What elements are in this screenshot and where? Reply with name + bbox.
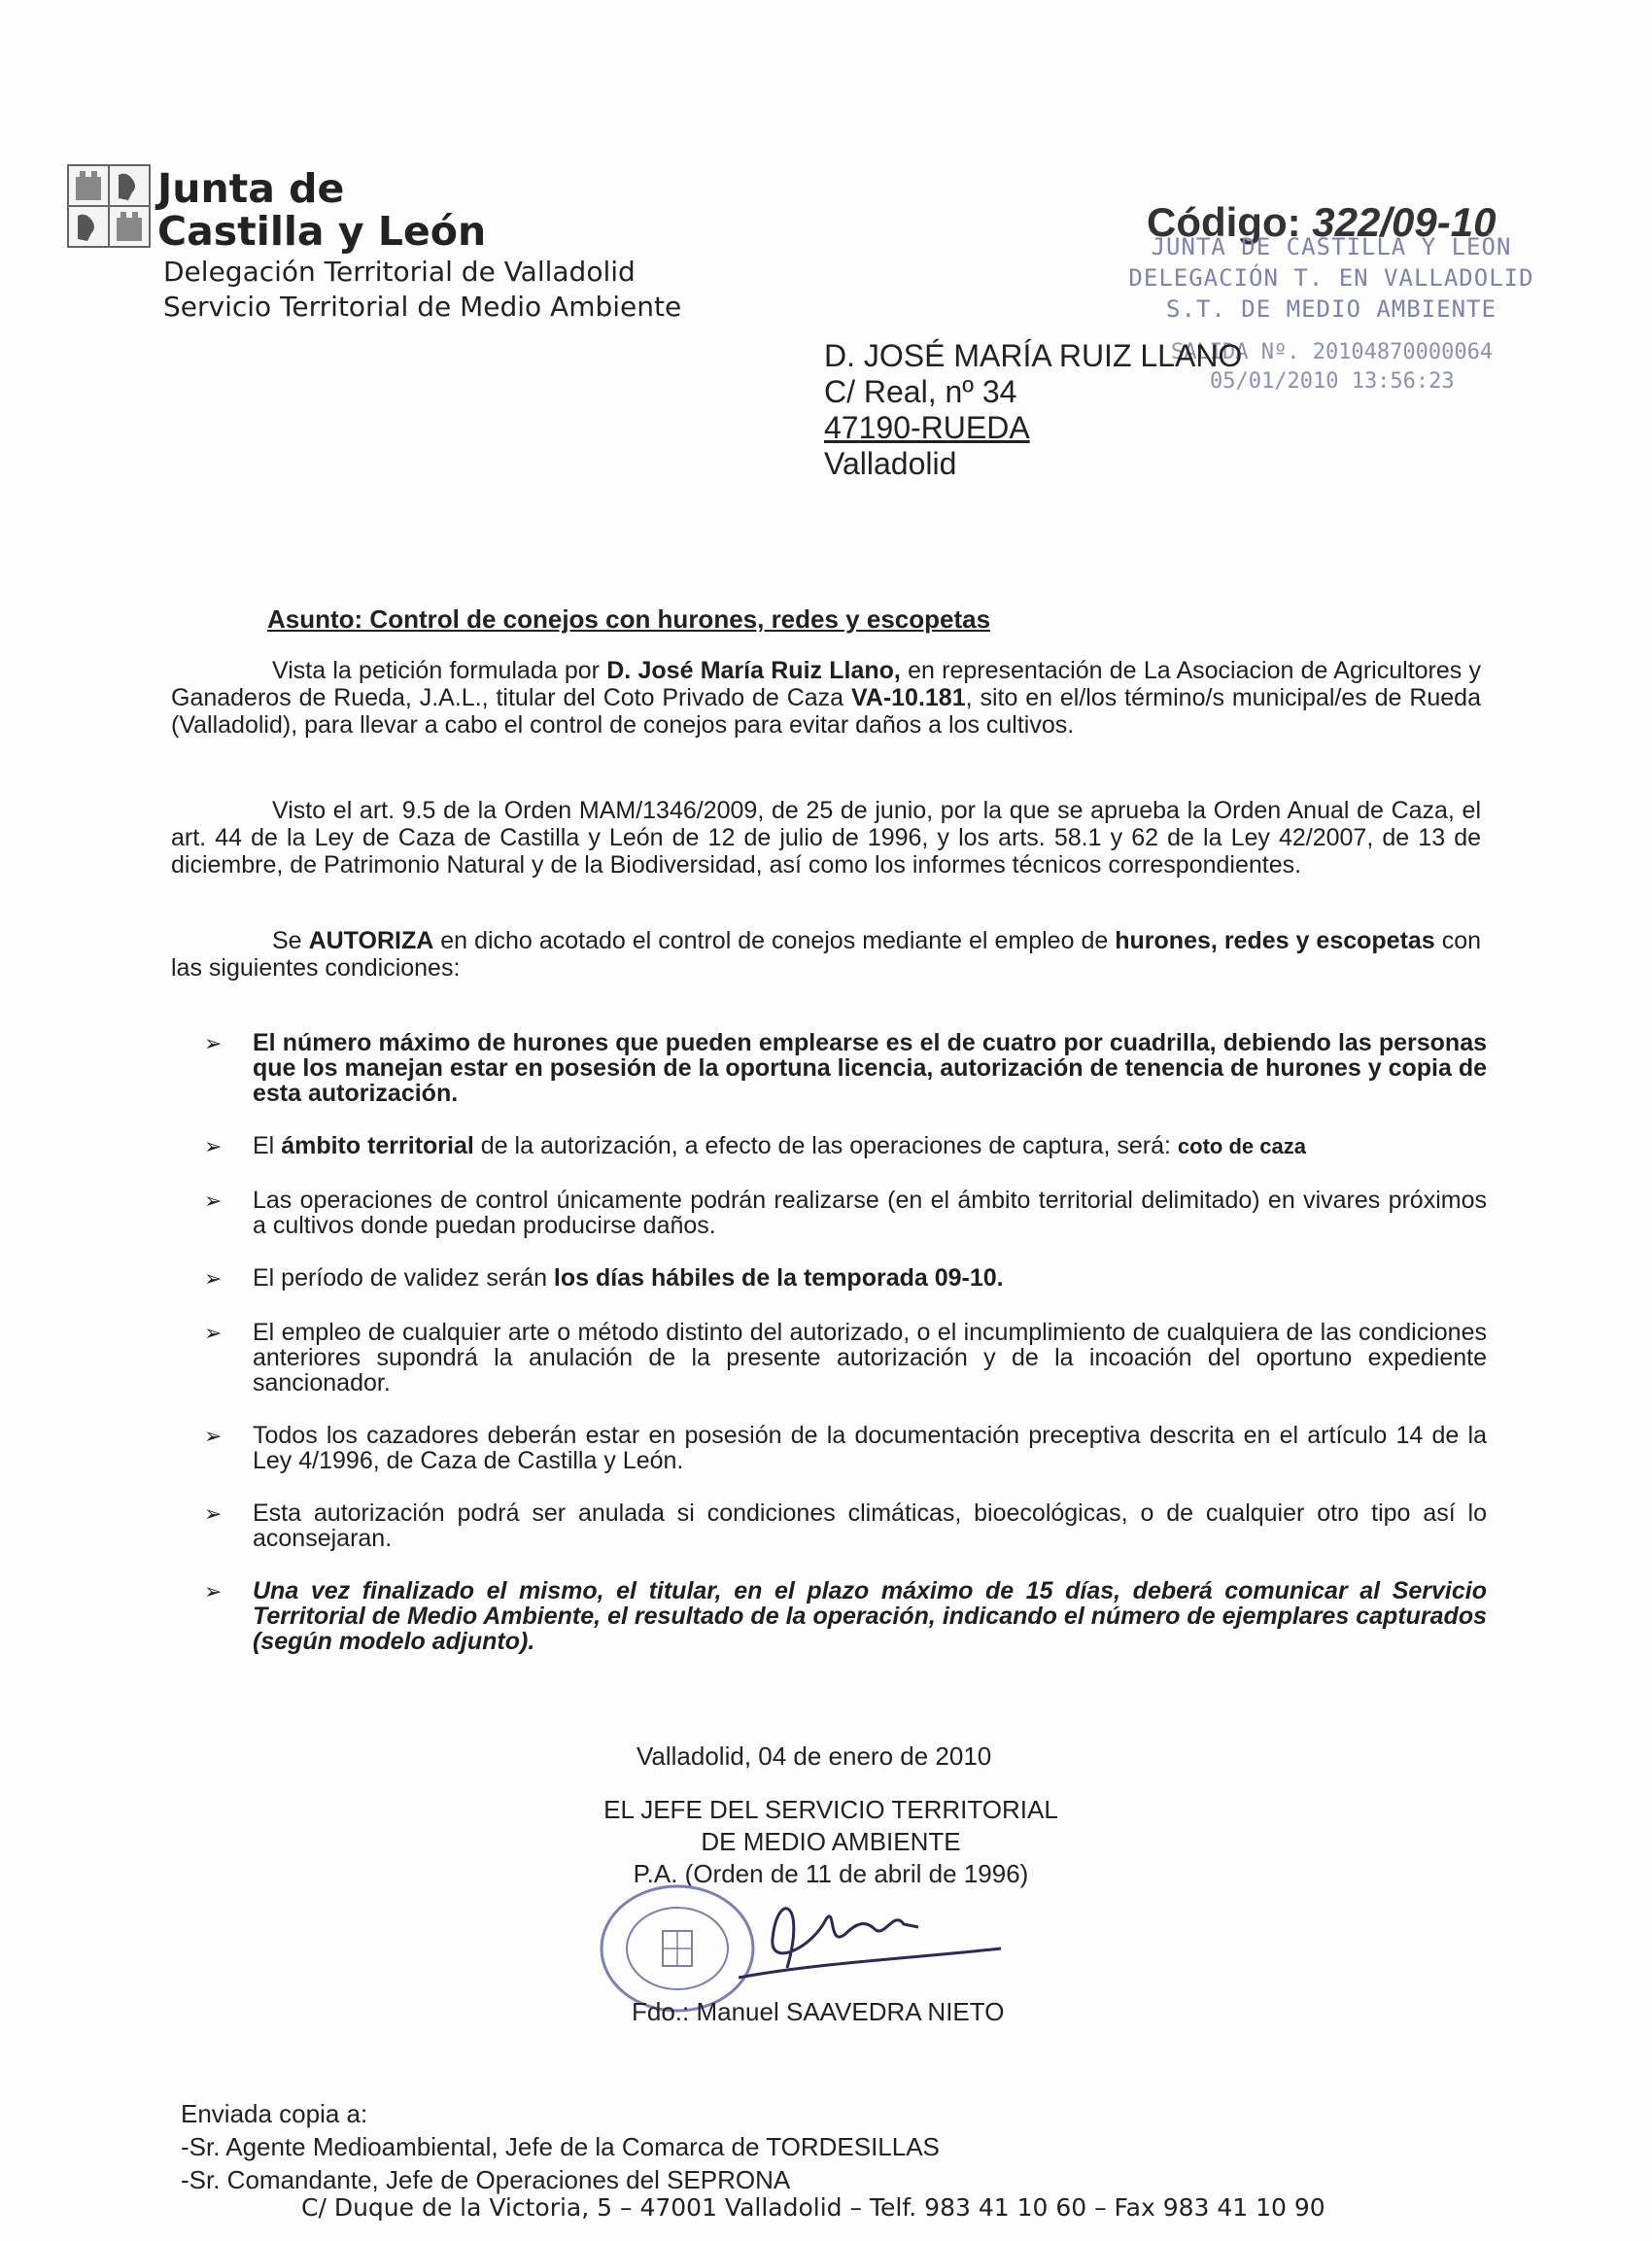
registry-stamp: JUNTA DE CASTILLA Y LEÓN DELEGACIÓN T. EN VALLADOLID S.T. DE MEDIO AMBIENTE: [1128, 233, 1534, 323]
arrow-bullet-icon: ➢: [204, 1134, 223, 1158]
arrow-bullet-icon: ➢: [204, 1031, 223, 1055]
list-item: ➢ Esta autorización podrá ser anulada si condiciones climáticas, bioecológicas, o de cualquier otro tipo así lo aconsejaran.: [204, 1500, 1487, 1552]
copies-list: [181, 2130, 940, 2196]
paragraph-authorization: Se AUTORIZA en dicho acotado el control de conejos mediante el empleo de hurones, redes y escopetas con las siguientes condiciones:: [171, 927, 1481, 982]
document-code: Código: 322/09-10: [1147, 199, 1497, 245]
addressee-name: D. JOSÉ MARÍA RUIZ LLANO: [824, 338, 1243, 373]
list-item: ➢ El ámbito territorial de la autorización, a efecto de las operaciones de captura, será: coto de caza: [204, 1132, 1306, 1159]
signed-by: Fdo.: Manuel SAAVEDRA NIETO: [632, 1997, 1005, 2026]
arrow-bullet-icon: ➢: [204, 1189, 223, 1213]
copies-title: Enviada copia a:: [181, 2099, 368, 2128]
handwritten-signature: [719, 1880, 1011, 1987]
footer-address: C/ Duque de la Victoria, 5 – 47001 Valladolid – Telf. 983 41 10 60 – Fax 983 41 10 90: [301, 2193, 1325, 2222]
addressee-block: [824, 338, 1242, 482]
addressee-city: Valladolid: [824, 446, 957, 481]
place-and-date: Valladolid, 04 de enero de 2010: [637, 1741, 992, 1771]
list-item: ➢ El número máximo de hurones que pueden emplearse es el de cuatro por cuadrilla, debiendo las personas que los manejan estar en posesión de la oportuna licencia, autorización de tenencia de hurones y copia de esta autorización.: [204, 1029, 1487, 1107]
subject-line: Asunto: Control de conejos con hurones, redes y escopetas: [267, 604, 991, 634]
registry-stamp-number: SALIDA Nº. 20104870000064 05/01/2010 13:56:23: [1171, 340, 1494, 394]
conditions-list: [204, 1030, 1487, 1681]
list-item: -Sr. Agente Medioambiental, Jefe de la Comarca de TORDESILLAS: [181, 2132, 940, 2161]
list-item: ➢ Las operaciones de control únicamente podrán realizarse (en el ámbito territorial delimitado) en vivares próximos a cultivos donde puedan producirse daños.: [204, 1187, 1487, 1239]
signer-title: EL JEFE DEL SERVICIO TERRITORIAL DE MEDIO AMBIENTE P.A. (Orden de 11 de abril de 1996): [603, 1795, 1058, 1888]
addressee-street: C/ Real, nº 34: [824, 374, 1017, 409]
arrow-bullet-icon: ➢: [204, 1501, 223, 1526]
arrow-bullet-icon: ➢: [204, 1321, 223, 1345]
arrow-bullet-icon: ➢: [204, 1579, 223, 1603]
paragraph-legal-basis: Visto el art. 9.5 de la Orden MAM/1346/2009, de 25 de junio, por la que se aprueba la Orden Anual de Caza, el art. 44 de la Ley de Caza de Castilla y León de 12 de julio de 1996, y los arts. 58.1 y 62 de la Ley 42/2007, de 13 de diciembre, de Patrimonio Natural y de la Biodiversidad, así como los informes técnicos correspondientes.: [171, 797, 1481, 879]
list-item: ➢ El período de validez serán los días hábiles de la temporada 09-10.: [204, 1264, 1004, 1292]
paragraph-request: Vista la petición formulada por D. José María Ruiz Llano, en representación de La Asociacion de Agricultores y Ganaderos de Rueda, J.A.L., titular del Coto Privado de Caza VA-10.181, sito en el/los término/s municipal/es de Rueda (Valladolid), para llevar a cabo el control de conejos para evitar daños a los cultivos.: [171, 657, 1482, 739]
department-name: Delegación Territorial de Valladolid Servicio Territorial de Medio Ambiente: [163, 256, 682, 323]
arrow-bullet-icon: ➢: [204, 1266, 223, 1291]
organization-name: Junta de Castilla y León: [157, 165, 487, 255]
list-item: -Sr. Comandante, Jefe de Operaciones del SEPRONA: [181, 2165, 791, 2194]
arrow-bullet-icon: ➢: [204, 1424, 223, 1448]
list-item: ➢ El empleo de cualquier arte o método distinto del autorizado, o el incumplimiento de cualquiera de las condiciones anteriores supondrá la anulación de la presente autorización y de la incoación del oportuno expediente sancionador.: [204, 1319, 1487, 1396]
list-item: ➢ Todos los cazadores deberán estar en posesión de la documentación preceptiva descrita en el artículo 14 de la Ley 4/1996, de Caza de Castilla y León.: [204, 1422, 1487, 1474]
addressee-postal: 47190-RUEDA: [824, 410, 1030, 445]
list-item: ➢ Una vez finalizado el mismo, el titular, en el plazo máximo de 15 días, deberá comunicar al Servicio Territorial de Medio Ambiente, el resultado de la operación, indicando el número de ejemplares capturados (según modelo adjunto).: [204, 1577, 1487, 1655]
coat-of-arms-logo: [66, 163, 152, 249]
